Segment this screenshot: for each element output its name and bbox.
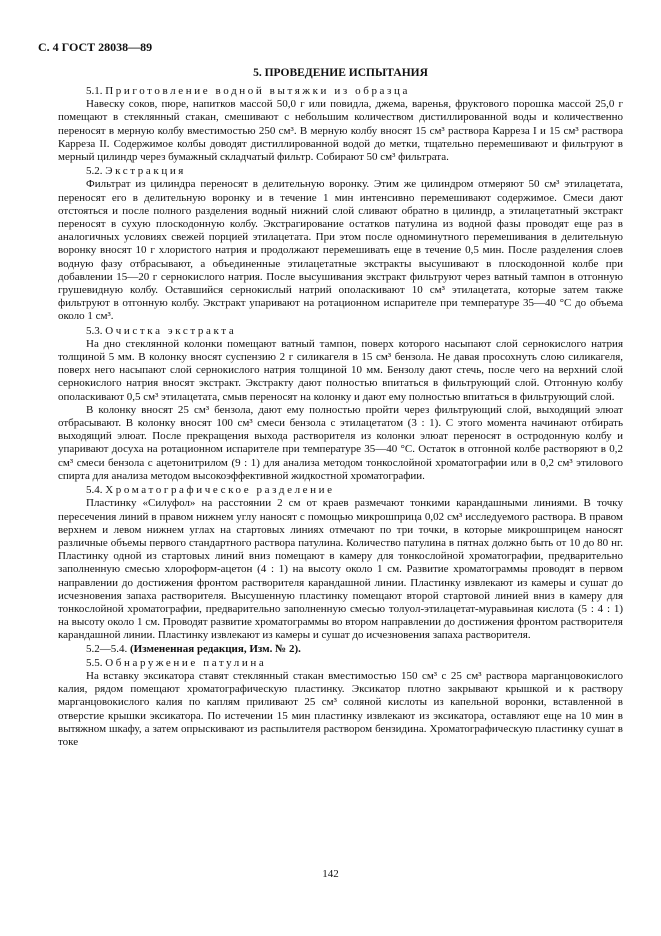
subsection-number: 5.2.	[86, 165, 103, 178]
subsection-number: 5.3.	[86, 324, 103, 337]
subsection-title: Хроматографическое разделение	[105, 484, 335, 497]
paragraph: На дно стеклянной колонки помещают ватный тампон, поверх которого насыпают слой сернокислого натрия толщиной 5 мм. В колонку вносят суспензию 2 г силикагеля в 15 см³ бензола. Не давая просохнуть слою силикагеля, поверх него насыпают слой сернокислого натрия толщиной 10 мм. Бензолу дают стечь, после чего на верхний слой сернокислого натрия вносят экстракт. Экстракту дают полностью впитаться в фильтрующий слой. Отгонную колбу ополаскивают 0,5 см³ этилацетата, смыв переносят на колонку и дают ему полностью впитаться в фильтрующий слой.	[58, 337, 623, 403]
amendment-range: 5.2—5.4.	[86, 642, 128, 655]
subsection-title: Экстракция	[105, 165, 186, 178]
paragraph: На вставку эксикатора ставят стеклянный стакан вместимостью 150 см³ с 25 см³ раствора марганцовокислого калия, рядом помещают хроматографическую пластинку. Эксикатор плотно закрывают крышкой и к раствору марганцовокислого калия по каплям приливают 25 см³ соляной кислоты из капельной воронки, вставленной в отверстие крышки эксикатора. По истечении 15 мин пластинку извлекают из эксикатора, оставляют еще на 10 мин в вытяжном шкафу, а затем опрыскивают из распылителя раствором бензидина. Хроматографическую пластинку сушат в токе	[58, 669, 623, 748]
running-header: С. 4 ГОСТ 28038—89	[38, 40, 153, 54]
paragraph: Фильтрат из цилиндра переносят в делительную воронку. Этим же цилиндром отмеряют 50 см³ этилацетата, переносят его в делительную воронку и в течение 1 мин интенсивно перемешивают содержимое. Смеси дают отстояться и после полного разделения водный нижний слой сливают обратно в цилиндр, а этилацетатный экстракт переносят в сухую плоскодонную колбу. Экстрагирование остатков патулина из водной фазы проводят еще раз в аналогичных условиях свежей порцией этилацетата. При этом после одноминутного перемешивания в делительную воронку вносят 10 г хлористого натрия и продолжают перемешивать еще в течение 0,5 мин. После разделения слоев водную фазу отбрасывают, а объединенные этилацетатные экстракты высушивают в плоскодонной колбе при добавлении 15—20 г сернокислого натрия. После высушивания экстракт фильтруют через ватный тампон в отгонную грушевидную колбу. Оставшийся сернокислый натрий ополаскивают 10 см³ этилацетата, которые затем также фильтруют в отгонную колбу. Экстракт упаривают на ротационном испарителе при температуре 35—40 °С до объема около 1 см³.	[58, 178, 623, 323]
subsection-title: Очистка экстракта	[105, 324, 237, 337]
subsection-heading-5-3	[58, 325, 623, 338]
amendment-text: (Измененная редакция, Изм. № 2).	[130, 642, 301, 655]
paragraph: Навеску соков, пюре, напитков массой 50,0 г или повидла, джема, варенья, фруктового порошка массой 25,0 г помещают в стеклянный стакан, смешивают с небольшим количеством дистиллированной воды и количественно переносят в мерную колбу вместимостью 250 см³. В мерную колбу вносят 15 см³ раствора Карреза I и 15 см³ раствора Карреза II. Содержимое колбы доводят дистиллированной водой до метки, тщательно перемешивают и фильтруют в мерный цилиндр через бумажный складчатый фильтр. Собирают 50 см³ фильтрата.	[58, 98, 623, 164]
document-page	[38, 40, 623, 749]
subsection-heading-5-2	[58, 165, 623, 178]
subsection-number: 5.1.	[86, 85, 103, 97]
page-number: 142	[322, 868, 339, 880]
subsection-heading-5-4	[58, 484, 623, 497]
subsection-number: 5.4.	[86, 484, 103, 497]
paragraph: В колонку вносят 25 см³ бензола, дают ему полностью пройти через фильтрующий слой, выходящий элюат отбрасывают. В колонку вносят 100 см³ смеси бензола с этилацетатом (3 : 1). С этого момента начинают отбирать выходящий элюат. После прекращения выхода растворителя из колонки элюат переносят в остродонную колбу и упаривают досуха на ротационном испарителе при температуре 35—40 °С. Остаток в отгонной колбе растворяют в 0,2 см³ смеси бензола с ацетонитрилом (9 : 1) для анализа методом тонкослойной хроматографии или в 0,2 см³ этилового спирта для анализа методом высокоэффективной жидкостной хроматографии.	[58, 403, 623, 482]
section-title: 5. ПРОВЕДЕНИЕ ИСПЫТАНИЯ	[253, 67, 428, 79]
subsection-title: Приготовление водной вытяжки из образца	[105, 85, 410, 97]
subsection-heading-5-1	[58, 85, 623, 98]
amendment-note	[58, 643, 623, 656]
subsection-title: Обнаружение патулина	[105, 656, 267, 669]
subsection-heading-5-5	[58, 657, 623, 670]
paragraph: Пластинку «Силуфол» на расстоянии 2 см от краев размечают тонкими карандашными линиями. В точку пересечения линий в правом нижнем углу наносят с помощью микрошприца 0,02 см³ исследуемого раствора. В правом верхнем и левом нижнем углах на стартовых линиях отмечают по три точки, в которые микрошприцем наносят различные объемы первого стандартного раствора патулина. Количество патулина в пятнах должно быть от 10 до 80 нг. Пластинку одной из стартовых линий вниз помещают в камеру для тонкослойной хроматографии, предварительно заполненную смесью хлороформ-ацетон (4 : 1) на высоту около 1 см. Развитие хроматограммы проводят в первом направлении до достижения фронтом растворителя карандашной линии. Пластинку извлекают из камеры и сушат до исчезновения запаха растворителя. Высушенную пластинку помещают второй стартовой линией вниз в камеру для тонкослойной хроматографии, предварительно заполненную смесью толуол-этилацетат-муравьиная кислота (5 : 4 : 1) на высоту около 1 см. Проводят развитие хроматограммы во втором направлении до достижения фронтом растворителя карандашной линии. Пластинку извлекают из камеры и сушат до исчезновения запаха растворителя.	[58, 497, 623, 642]
subsection-number: 5.5.	[86, 656, 103, 669]
